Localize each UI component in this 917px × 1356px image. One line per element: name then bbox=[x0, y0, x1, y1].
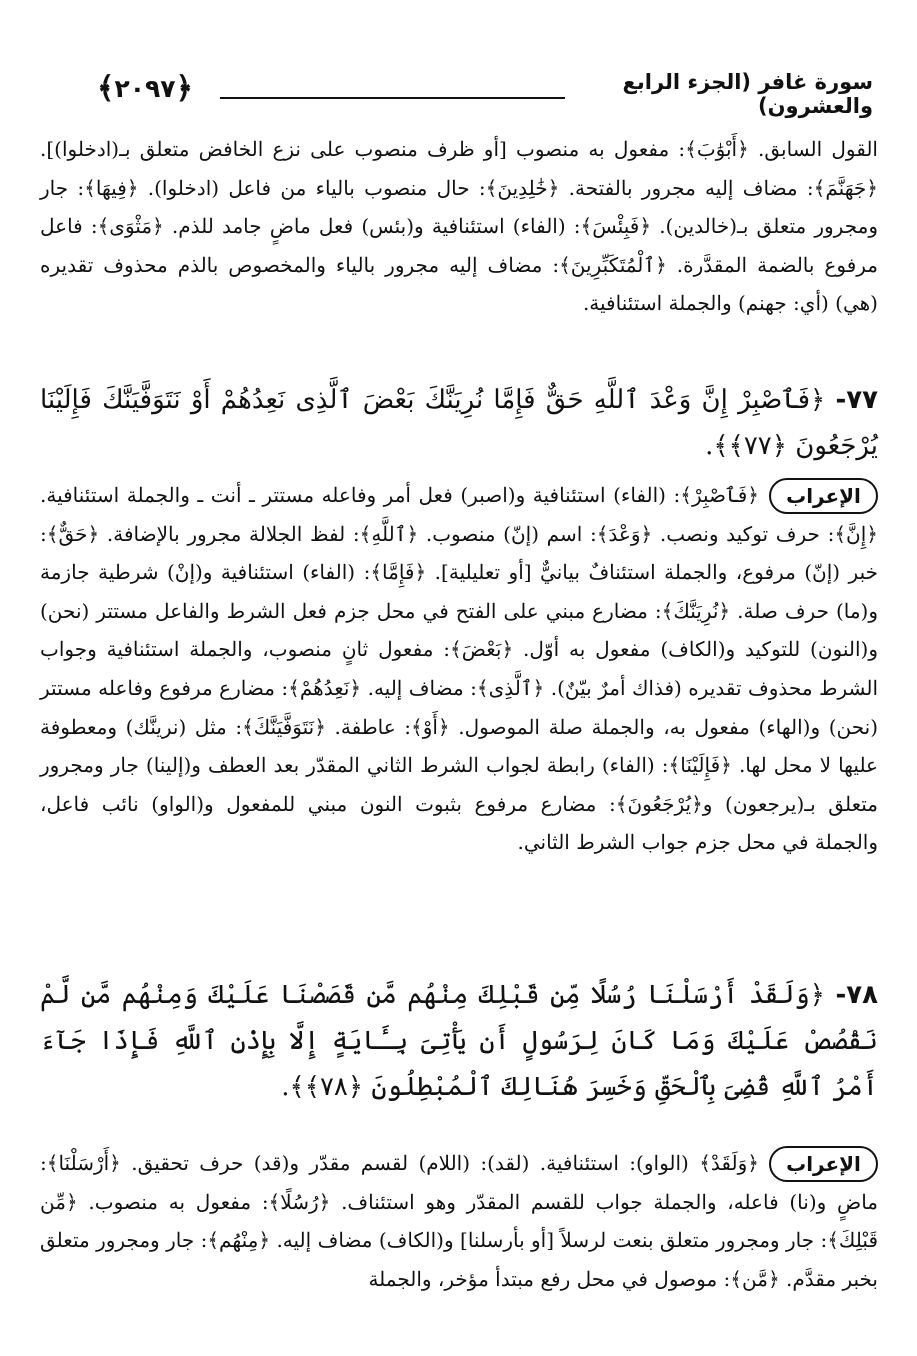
text-line: (ادخلوا). ﴿فِيهَا﴾: جار ومجرور متعلق بـ(خالدين). ﴿فَبِئْسَ﴾: (الفاء) استئنافية و(بئس) فعل bbox=[40, 175, 878, 239]
text-line: ﴿ٱلَّذِى﴾: مضاف إليه. ﴿نَعِدُهُمْ﴾: مضارع مرفوع وفاعله مستتر (نحن) و(الهاء) مفعول به، bbox=[40, 675, 878, 739]
text-line: مجرور بالإضافة. ﴿حَقٌّ﴾: خبر (إنّ) مرفوع، والجملة استئنافٌ بيانيٌّ [أو تعليلية]. ﴿فَإِمَّا﴾: bbox=[40, 521, 878, 585]
text-line: ﴿بَعْضَ﴾: مفعول ثانٍ منصوب، والجملة استئنافية وجواب الشرط محذوف تقديره (فذاك أمرٌ بيّنٌ). bbox=[40, 637, 879, 700]
header-title: سورة غافر (الجزء الرابع والعشرون) bbox=[622, 70, 873, 118]
page-number-text: ٢٠٩٧ bbox=[114, 73, 176, 103]
text-line: والجملة في محل جزم جواب الشرط الثاني. bbox=[517, 830, 878, 855]
text-line: (الفاء) استئنافية و(إنْ) شرطية جازمة و(ما) حرف صلة. ﴿نُرِيَنَّكَ﴾: مضارع مبني على الفتح في bbox=[40, 560, 879, 623]
verse-77 bbox=[40, 377, 878, 469]
text-line: ماضٍ جامد للذم. ﴿مَثْوَى﴾: فاعل مرفوع بالضمة المقدَّرة. ﴿ٱلْمُتَكَبِّرِينَ﴾: مضاف إليه مجرور bbox=[40, 214, 879, 277]
irab-paragraph-77 bbox=[40, 476, 878, 862]
verse-text: ﴿وَلَقَدْ أَرْسَلْنَا رُسُلًا مِّن قَبْلِكَ مِنْهُم مَّن قَصَصْنَا عَلَيْكَ وَمِنْهُم مَّن لَّمْ نَقْصُصْ عَلَيْكَ وَمَا كَانَ لِرَسُولٍ أَن يَأْتِىَ بِـَٔايَةٍ إِلَّا بِإِذْنِ ٱللَّهِ فَإِذَا جَآءَ أَمْرُ ٱللَّهِ قُضِىَ بِٱلْحَقِّ وَخَسِرَ هُنَالِكَ ٱلْمُبْطِلُونَ ﴿٧٨﴾﴾. bbox=[40, 980, 878, 1102]
text-line: والجملة صلة الموصول. ﴿أَوْ﴾: عاطفة. ﴿نَتَوَفَّيَنَّكَ﴾: مثل (نرينَّك) ومعطوفة عليها لا محل لها. bbox=[40, 714, 878, 778]
verse-number: ٧٧- bbox=[835, 385, 878, 415]
text-line: القول السابق. ﴿أَبْوَٰبَ﴾: مفعول به منصوب [أو ظرف منصوب على نزع الخافض متعلق bbox=[139, 137, 878, 161]
explanation-paragraph bbox=[40, 130, 878, 323]
text-line: استئنافية. ﴿إِنَّ﴾: حرف توكيد ونصب. ﴿وَعْدَ﴾: اسم (إنّ) منصوب. ﴿ٱللَّهِ﴾: لفظ الجلالة bbox=[40, 483, 878, 546]
text-line: ﴿فَإِلَيْنَا﴾: (الفاء) رابطة لجواب الشرط الثاني المقدّر بعد العطف و(إلينا) جار ومجرور متعلق bbox=[40, 753, 878, 816]
irab-label-badge: الإعراب bbox=[769, 478, 878, 514]
verse-text: ﴿فَٱصْبِرْ إِنَّ وَعْدَ ٱللَّهِ حَقٌّ فَإِمَّا نُرِيَنَّكَ بَعْضَ ٱلَّذِى نَعِدُهُمْ أَوْ نَتَوَفَّيَنَّكَ فَإِلَيْنَا يُرْجَعُونَ ﴿٧٧﴾﴾. bbox=[40, 385, 878, 461]
right-brace-glyph: ﴾ bbox=[96, 70, 115, 106]
irab-paragraph-78 bbox=[40, 1144, 878, 1298]
left-brace-glyph: ﴿ bbox=[175, 70, 194, 106]
text-line: منصوب. ﴿مِّن قَبْلِكَ﴾: جار ومجرور متعلق بنعت لرسلاً [أو بأرسلنا] و(الكاف) مضاف إليه. bbox=[40, 1189, 878, 1253]
text-line: بالياء والمخصوص بالذم محذوف تقديره (هي) (أي: جهنم) والجملة استئنافية. bbox=[40, 252, 878, 316]
text-line: ﴿وَلَقَدْ﴾ (الواو): استئنافية. (لقد): (اللام) لقسم مقدّر و(قد) حرف تحقيق. bbox=[131, 1151, 759, 1175]
text-line: بـ(ادخلوا)]. ﴿جَهَنَّمَ﴾: مضاف إليه مجرور بالفتحة. ﴿خَٰلِدِينَ﴾: حال منصوب بالياء من فاعل bbox=[40, 137, 879, 200]
verse-number: ٧٨- bbox=[835, 980, 878, 1010]
text-line: محل جزم فعل الشرط والفاعل مستتر (نحن) و(النون) للتوكيد و(الكاف) مفعول به أوّل. bbox=[40, 598, 878, 662]
text-line: ﴿مِنْهُم﴾: جار ومجرور متعلق بخبر مقدَّم. ﴿مَّن﴾: موصول في محل رفع مبتدأ مؤخر، والجملة bbox=[40, 1228, 878, 1291]
text-line: ﴿فَٱصْبِرْ﴾: (الفاء) استئنافية و(اصبر) فعل أمر وفاعله مستتر ـ أنت ـ والجملة bbox=[126, 483, 760, 507]
text-line: ﴿أَرْسَلْنَا﴾: ماضٍ و(نا) فاعله، والجملة جواب للقسم المقدّر وهو استئناف. ﴿رُسُلًا﴾: مفعول به bbox=[40, 1151, 879, 1214]
page-header bbox=[40, 68, 877, 118]
irab-label-badge: الإعراب bbox=[769, 1146, 878, 1182]
verse-78 bbox=[40, 972, 878, 1110]
text-line: بـ(يرجعون) و﴿يُرْجَعُونَ﴾: مضارع مرفوع بثبوت النون مبني للمفعول و(الواو) نائب فاعل، bbox=[40, 791, 816, 816]
page-number bbox=[82, 68, 208, 108]
